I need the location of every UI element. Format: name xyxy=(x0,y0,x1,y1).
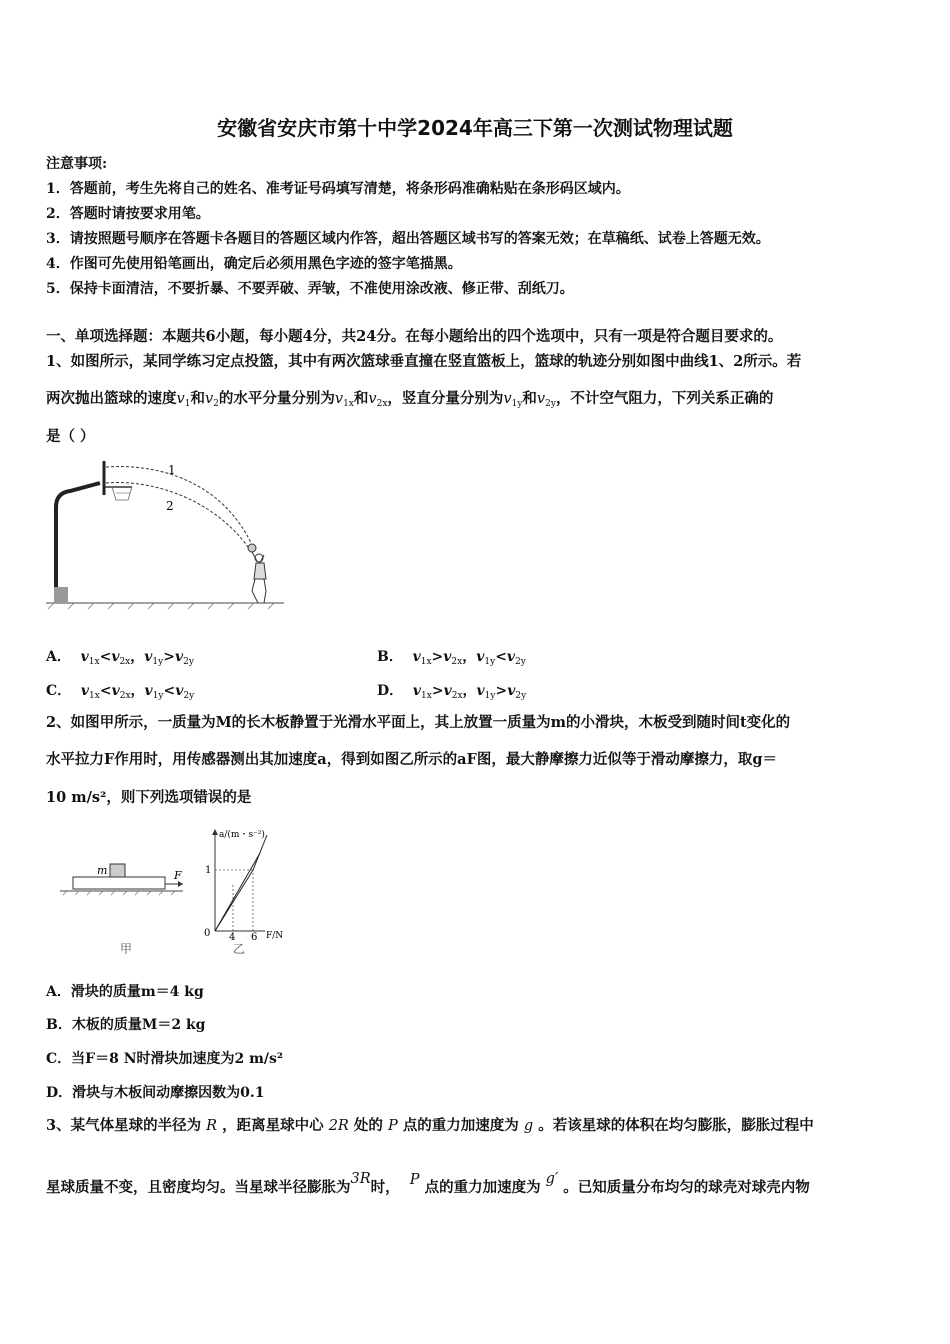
notice-item: 1．答题前，考生先将自己的姓名、准考证号码填写清楚，将条形码准确粘贴在条形码区域内。 xyxy=(46,181,630,197)
caption-yi: 乙 xyxy=(233,942,246,956)
notice-item: 4．作图可先使用铅笔画出，确定后必须用黑色字迹的签字笔描黑。 xyxy=(46,256,462,272)
q2-option-d[interactable]: D．滑块与木板间动摩擦因数为0.1 xyxy=(46,1085,265,1101)
notice-heading: 注意事项: xyxy=(46,156,108,172)
origin-label: 0 xyxy=(204,928,211,939)
curve-label-1: 1 xyxy=(168,463,176,477)
y-tick-1: 1 xyxy=(205,865,212,876)
x-tick-4: 4 xyxy=(229,932,236,943)
q3-line2: 星球质量不变，且密度均匀。当星球半径膨胀为3R时， P 点的重力加速度为 g′ 。已知质量分布均匀的球壳对球壳内物 xyxy=(46,1171,810,1196)
q1-option-a[interactable]: A． $v_{1x}<v_{2x}$，$v_{1y}>v_{2y}$ xyxy=(46,649,194,667)
q1-option-d[interactable]: D． $v_{1x}>v_{2x}$，$v_{1y}>v_{2y}$ xyxy=(377,683,527,701)
q1-line1: 1、如图所示，某同学练习定点投篮，其中有两次篮球垂直撞在竖直篮板上，篮球的轨迹分别如图中曲线1、2所示。若 xyxy=(46,353,802,370)
q1-option-c[interactable]: C． $v_{1x}<v_{2x}$，$v_{1y}<v_{2y}$ xyxy=(46,683,195,701)
caption-jia: 甲 xyxy=(120,942,133,956)
x-axis-label: F/N xyxy=(266,931,284,941)
y-axis-label: a/(m・s⁻²) xyxy=(219,830,265,840)
q2-option-a[interactable]: A．滑块的质量m＝4 kg xyxy=(46,984,204,1000)
section-heading: 一、单项选择题：本题共6小题，每小题4分，共24分。在每小题给出的四个选项中，只有一项是符合题目要求的。 xyxy=(46,328,783,345)
notice-item: 5．保持卡面清洁，不要折暴、不要弄破、弄皱，不准使用涂改液、修正带、刮纸刀。 xyxy=(46,281,574,297)
force-label: F xyxy=(174,869,182,882)
q2-line2: 水平拉力F作用时，用传感器测出其加速度a，得到如图乙所示的aF图，最大静摩擦力近似等于滑动摩擦力，取g＝ xyxy=(46,751,778,768)
q1-line2: 两次抛出篮球的速度$v_1$和$v_2$的水平分量分别为$v_{1x}$和$v_{2x}$，竖直分量分别为$v_{1y}$和$v_{2y}$，不计空气阻力，下列关系正确的 xyxy=(46,390,774,409)
board xyxy=(73,877,165,889)
q1-line3: 是（ ） xyxy=(46,428,95,445)
basketball-figure xyxy=(44,455,294,610)
q2-line1: 2、如图甲所示，一质量为M的长木板静置于光滑水平面上，其上放置一质量为m的小滑块，木板受到随时间t变化的 xyxy=(46,714,791,731)
page-title: 安徽省安庆市第十中学2024年高三下第一次测试物理试题 xyxy=(217,116,733,140)
player-figure xyxy=(248,544,266,603)
notice-item: 3．请按照题号顺序在答题卡各题目的答题区域内作答，超出答题区域书写的答案无效；在草稿纸、试卷上答题无效。 xyxy=(46,231,770,247)
force-figure xyxy=(55,825,300,960)
q2-option-b[interactable]: B．木板的质量M＝2 kg xyxy=(46,1017,206,1033)
curve-label-2: 2 xyxy=(166,499,174,513)
block-label: m xyxy=(97,864,108,877)
q1-option-b[interactable]: B． $v_{1x}>v_{2x}$，$v_{1y}<v_{2y}$ xyxy=(377,649,526,667)
block xyxy=(110,864,125,877)
notice-item: 2．答题时请按要求用笔。 xyxy=(46,206,210,222)
q2-line3: 10 m/s²，则下列选项错误的是 xyxy=(46,789,252,806)
q2-option-c[interactable]: C．当F＝8 N时滑块加速度为2 m/s² xyxy=(46,1051,284,1067)
x-tick-6: 6 xyxy=(251,932,258,943)
q3-line1: 3、某气体星球的半径为 R ，距离星球中心 2R 处的 P 点的重力加速度为 g 。若该星球的体积在均匀膨胀，膨胀过程中 xyxy=(46,1117,814,1134)
